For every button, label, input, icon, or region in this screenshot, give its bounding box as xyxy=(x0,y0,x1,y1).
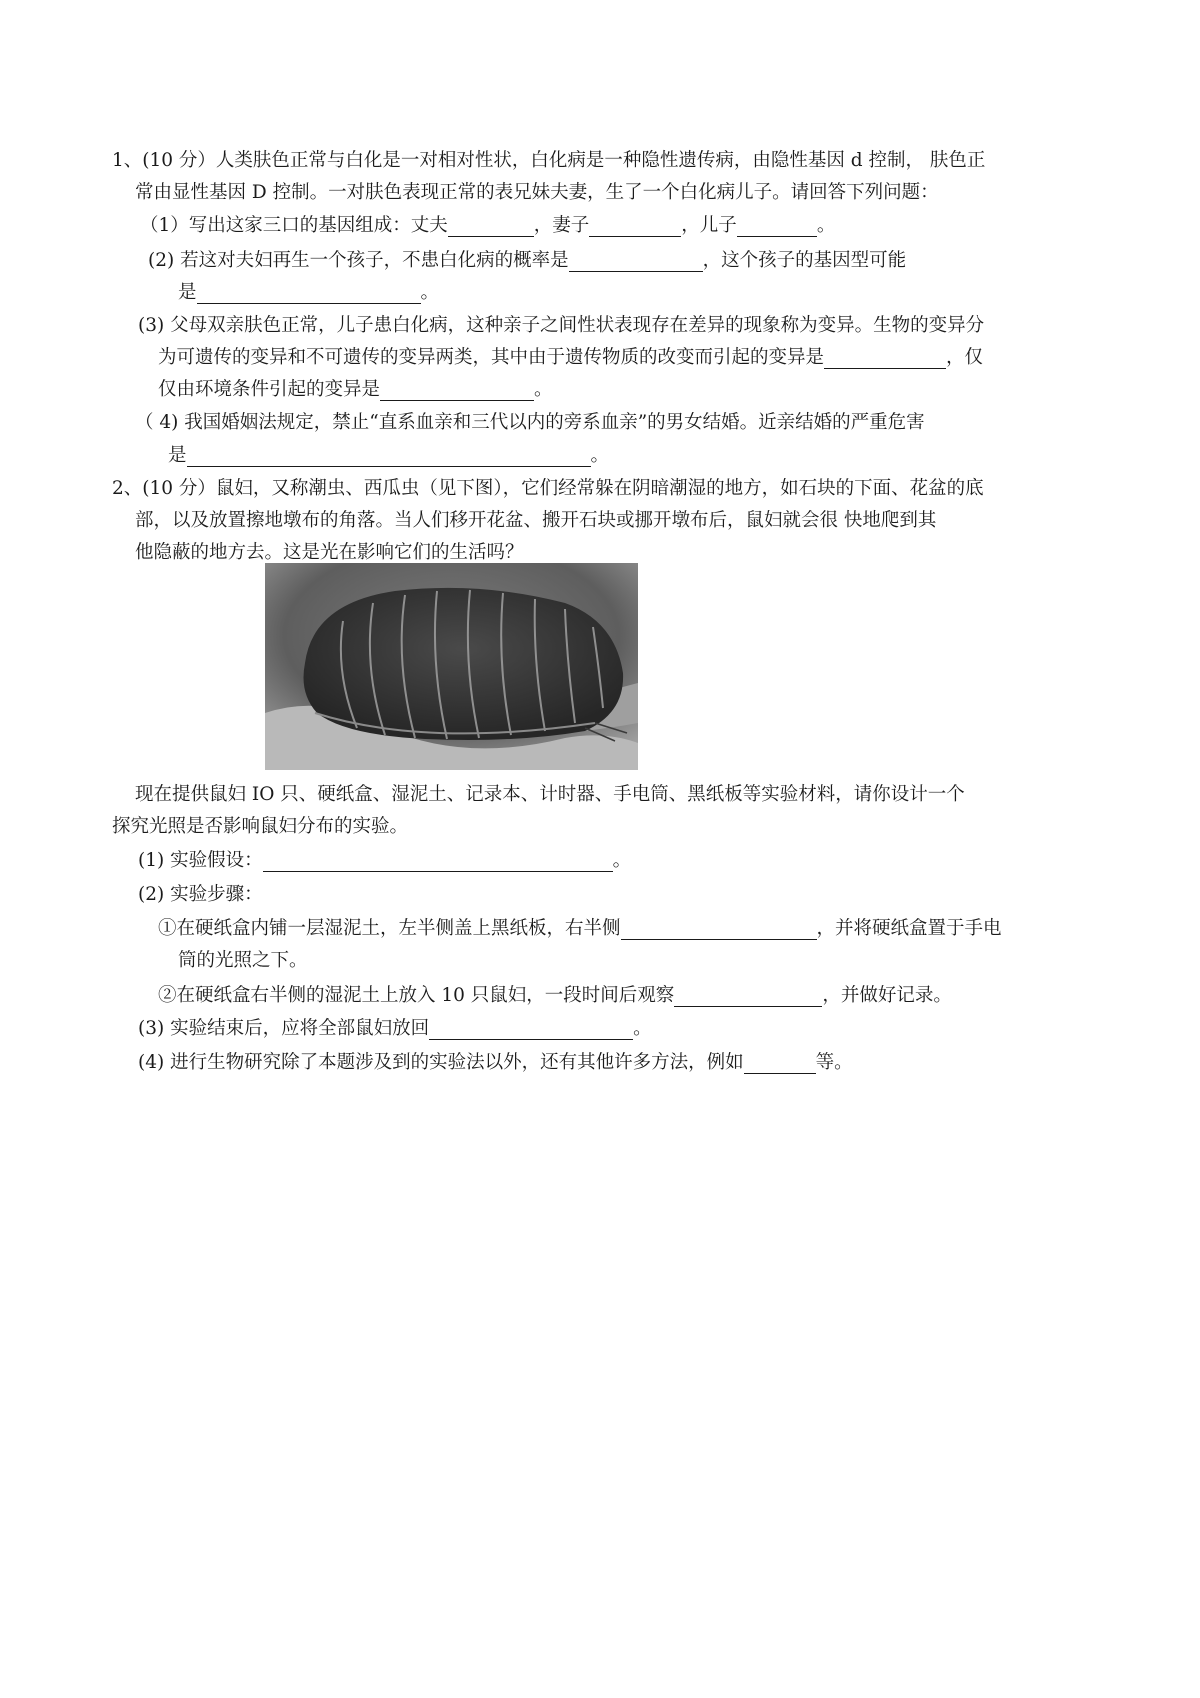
probability-blank[interactable] xyxy=(569,252,703,272)
q1-part4-line-2: 是 。 xyxy=(168,445,610,466)
pill-bug-illustration xyxy=(265,563,638,770)
observation-blank[interactable] xyxy=(674,987,822,1007)
release-location-blank[interactable] xyxy=(429,1020,633,1040)
q2-part3: (3) 实验结束后，应将全部鼠妇放回 。 xyxy=(138,1018,652,1039)
q2-part2: (2) 实验步骤： xyxy=(138,884,263,905)
consanguineous-harm-blank[interactable] xyxy=(187,447,591,467)
child-genotype-blank[interactable] xyxy=(197,284,421,304)
q2-step1-line-1: ①在硬纸盒内铺一层湿泥土，左半侧盖上黑纸板，右半侧 ，并将硬纸盒置于手电 xyxy=(158,918,1002,939)
q1-heading-line-1: 1、(10 分）人类肤色正常与白化是一对相对性状，白化病是一种隐性遗传病，由隐性基因 d 控制， 肤色正 xyxy=(112,150,986,171)
q2-step1-line-2: 筒的光照之下。 xyxy=(178,950,308,971)
q1-part1: （1）写出这家三口的基因组成：丈夫 ，妻子 ，儿子 。 xyxy=(140,215,836,236)
q2-heading-line-1: 2、(10 分）鼠妇，又称潮虫、西瓜虫（见下图），它们经常躲在阴暗潮湿的地方，如石块的下面、花盆的底 xyxy=(112,478,984,499)
pill-bug-photo xyxy=(265,563,638,770)
q2-step2: ②在硬纸盒右半侧的湿泥土上放入 10 只鼠妇，一段时间后观察 ，并做好记录。 xyxy=(158,985,952,1006)
q2-part1: (1) 实验假设： 。 xyxy=(138,850,632,871)
q1-part3-line-3: 仅由环境条件引起的变异是 。 xyxy=(158,379,553,400)
q2-heading-line-3: 他隐蔽的地方去。这是光在影响它们的生活吗？ xyxy=(135,542,524,563)
q1-part3-line-1: (3) 父母双亲肤色正常，儿子患白化病，这种亲子之间性状表现存在差异的现象称为变异。生物的变异分 xyxy=(138,315,985,336)
q2-part4: (4) 进行生物研究除了本题涉及到的实验法以外，还有其他许多方法，例如 等。 xyxy=(138,1052,853,1073)
right-side-cover-blank[interactable] xyxy=(621,920,817,940)
non-heritable-variation-blank[interactable] xyxy=(380,381,534,401)
q2-intro-line-1: 现在提供鼠妇 IO 只、硬纸盒、湿泥土、记录本、计时器、手电筒、黑纸板等实验材料，请你设计一个 xyxy=(135,784,965,805)
heritable-variation-blank[interactable] xyxy=(824,349,946,369)
other-methods-blank[interactable] xyxy=(744,1054,816,1074)
q1-heading-line-2: 常由显性基因 D 控制。一对肤色表现正常的表兄妹夫妻，生了一个白化病儿子。请回答下列问题： xyxy=(135,182,939,203)
q2-intro-line-2: 探究光照是否影响鼠妇分布的实验。 xyxy=(112,816,409,837)
q1-part3-line-2: 为可遗传的变异和不可遗传的变异两类，其中由于遗传物质的改变而引起的变异是 ，仅 xyxy=(158,347,984,368)
q2-heading-line-2: 部，以及放置擦地墩布的角落。当人们移开花盆、搬开石块或挪开墩布后，鼠妇就会很 快地爬到其 xyxy=(135,510,937,531)
q1-part2-line-2: 是 。 xyxy=(178,282,440,303)
husband-genotype-blank[interactable] xyxy=(448,217,534,237)
hypothesis-blank[interactable] xyxy=(263,852,613,872)
q1-part2-line-1: (2) 若这对夫妇再生一个孩子，不患白化病的概率是 ，这个孩子的基因型可能 xyxy=(148,250,907,271)
q1-part4-line-1: （ 4) 我国婚姻法规定，禁止“直系血亲和三代以内的旁系血亲”的男女结婚。近亲结婚的严重危害 xyxy=(135,412,925,433)
wife-genotype-blank[interactable] xyxy=(589,217,681,237)
son-genotype-blank[interactable] xyxy=(737,217,817,237)
